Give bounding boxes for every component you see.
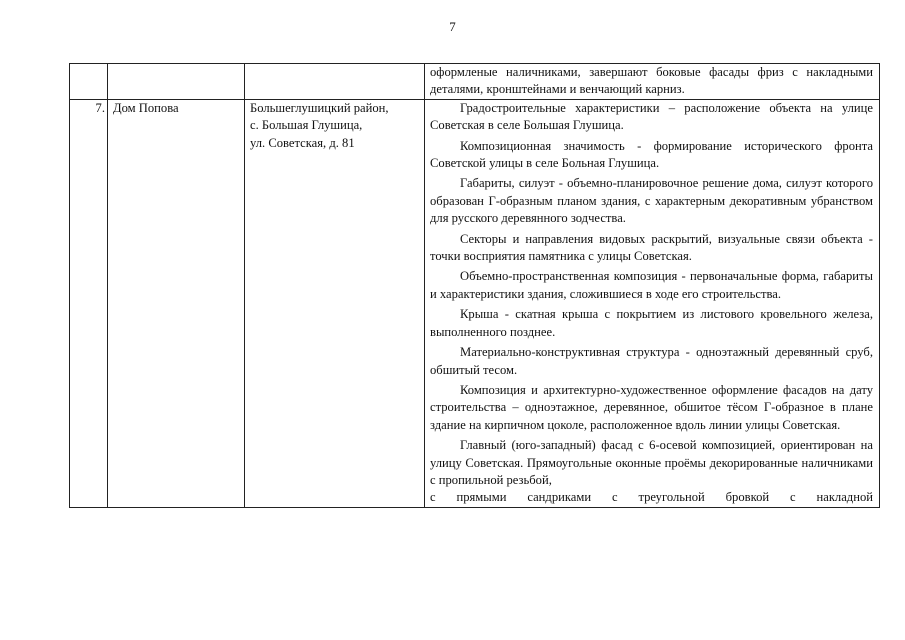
object-description <box>425 99 880 507</box>
description-paragraph-views: Секторы и направления видовых раскрытий, визуальные связи объекта - точки восприятия памятника с улицы Советская. <box>430 231 873 264</box>
object-name: Дом Попова <box>108 99 245 507</box>
cell-number-empty <box>70 64 108 100</box>
cell-address-empty <box>245 64 425 100</box>
address-line-village: с. Большая Глушица, <box>250 118 363 133</box>
cell-description-continued <box>425 64 880 100</box>
description-paragraph-main-facade: Главный (юго-западный) фасад с 6-осевой композицией, ориентирован на улицу Советская. Прямоугольные оконные проёмы декорированные наличниками с пропильной резьбой, <box>430 438 873 487</box>
address-line-street: ул. Советская, д. 81 <box>250 135 355 150</box>
monuments-table <box>69 63 880 508</box>
table-row <box>70 99 880 507</box>
row-number: 7. <box>70 99 108 507</box>
page-number: 7 <box>449 19 456 34</box>
cell-name-empty <box>108 64 245 100</box>
description-paragraph-facades: Композиция и архитектурно-художественное оформление фасадов на дату строительства – одноэтажное, деревянное, обшитое тёсом Г-образное в плане здание на кирпичном цоколе, расположенное вдоль линии улицы Советская. <box>430 382 873 432</box>
description-tail-line: с прямыми сандриками с треугольной бровкой с накладной <box>430 490 873 505</box>
description-paragraph-silhouette: Габариты, силуэт - объемно-планировочное решение дома, силуэт которого образован Г-образным планом здания, с характерным декоративным убранством для русского деревянного зодчества. <box>430 176 873 226</box>
description-paragraph-urban: Градостроительные характеристики – расположение объекта на улице Советская в селе Большая Глушица. <box>430 100 873 133</box>
table-row-continuation <box>70 64 880 100</box>
description-paragraph-composition: Объемно-пространственная композиция - первоначальные форма, габариты и характеристики здания, сложившиеся в ходе его строительства. <box>430 269 873 301</box>
object-address <box>245 99 425 507</box>
address-line-district: Большеглушицкий район, <box>250 100 389 115</box>
description-paragraph-structure: Материально-конструктивная структура - одноэтажный деревянный сруб, обшитый тесом. <box>430 345 873 377</box>
continued-description-text: оформленые наличниками, завершают боковые фасады фриз с накладными деталями, кронштейнами и венчающий карниз. <box>430 65 873 97</box>
description-paragraph-roof: Крыша - скатная крыша с покрытием из листового кровельного железа, выполненного позднее. <box>430 307 873 339</box>
description-paragraph-significance: Композиционная значимость - формирование исторического фронта Советской улицы в селе Больная Глушица. <box>430 138 873 171</box>
